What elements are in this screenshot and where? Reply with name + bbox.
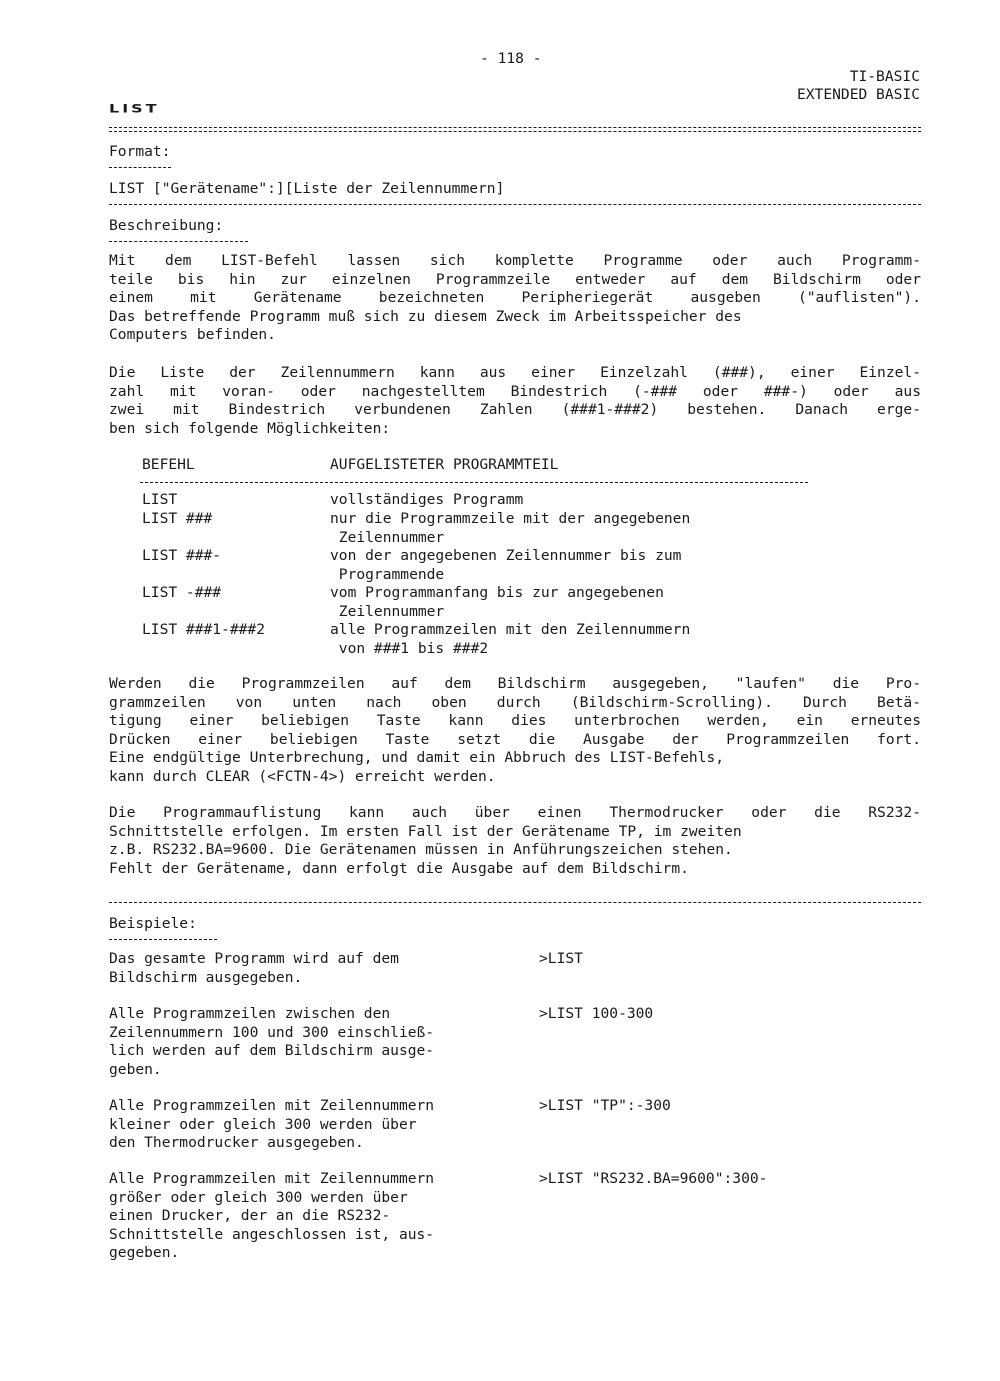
table-header-command: BEFEHL <box>142 456 195 473</box>
example-description <box>109 950 519 987</box>
table-row-command: LIST -### <box>142 584 222 601</box>
table-row-description <box>330 491 523 510</box>
text-line: nur die Programmzeile mit der angegebenen <box>330 510 691 527</box>
description-paragraph-4 <box>109 804 921 878</box>
table-row-description <box>330 547 681 584</box>
text-line: den Thermodrucker ausgegeben. <box>109 1134 364 1151</box>
description-paragraph-1 <box>109 252 921 345</box>
text-line: Das gesamte Programm wird auf dem <box>109 950 399 967</box>
description-paragraph-3 <box>109 675 921 786</box>
divider <box>109 902 921 903</box>
text-line: ben sich folgende Möglichkeiten: <box>109 419 391 437</box>
text-line: Zeilennummer <box>330 602 445 620</box>
text-line: zahl mit voran- oder nachgestelltem Bindestrich (-### oder ###-) oder aus <box>109 382 921 400</box>
text-line: Alle Programmzeilen zwischen den <box>109 1005 391 1022</box>
text-line: Alle Programmzeilen mit Zeilennummern <box>109 1170 435 1187</box>
text-line: grammzeilen von unten nach oben durch (Bildschirm-Scrolling). Durch Betä- <box>109 693 921 711</box>
text-line: Fehlt der Gerätename, dann erfolgt die Ausgabe auf dem Bildschirm. <box>109 859 689 877</box>
examples-heading-underline <box>109 939 217 940</box>
table-header-description: AUFGELISTETER PROGRAMMTEIL <box>330 456 559 473</box>
text-line: Zeilennummer <box>330 528 445 546</box>
example-description <box>109 1097 519 1153</box>
format-heading-underline <box>109 167 171 168</box>
table-divider <box>140 482 808 483</box>
text-line: zwei mit Bindestrich verbundenen Zahlen (###1-###2) bestehen. Danach erge- <box>109 401 921 418</box>
text-line: Werden die Programmzeilen auf dem Bildschirm ausgegeben, "laufen" die Pro- <box>109 675 921 692</box>
text-line: vollständiges Programm <box>330 491 524 508</box>
text-line: größer oder gleich 300 werden über <box>109 1188 408 1206</box>
text-line: geben. <box>109 1060 162 1078</box>
text-line: von ###1 bis ###2 <box>330 639 489 657</box>
example-description <box>109 1005 519 1079</box>
table-row-description <box>330 510 690 547</box>
text-line: Computers befinden. <box>109 326 276 343</box>
description-heading: Beschreibung: <box>109 217 224 234</box>
description-paragraph-2 <box>109 364 921 438</box>
table-row-description <box>330 621 690 658</box>
text-line: Drücken einer beliebigen Taste setzt die Ausgabe der Programmzeilen fort. <box>109 730 921 748</box>
text-line: Das betreffende Programm muß sich zu diesem Zweck im Arbeitsspeicher des <box>109 307 742 325</box>
example-description <box>109 1170 519 1263</box>
double-divider <box>109 127 921 132</box>
table-row-command: LIST ###- <box>142 547 222 564</box>
text-line: Schnittstelle angeschlossen ist, aus- <box>109 1225 435 1243</box>
system-label-1: TI-BASIC <box>849 68 920 85</box>
text-line: einem mit Gerätename bezeichneten Peripheriegerät ausgeben ("auflisten"). <box>109 289 921 306</box>
text-line: lich werden auf dem Bildschirm ausge- <box>109 1042 435 1059</box>
table-row-command: LIST ### <box>142 510 213 527</box>
text-line: Bildschirm ausgegeben. <box>109 968 303 986</box>
format-heading: Format: <box>109 143 171 160</box>
text-line: tigung einer beliebigen Taste kann dies unterbrochen werden, ein erneutes <box>109 712 921 729</box>
examples-heading: Beispiele: <box>109 915 197 932</box>
text-line: Die Liste der Zeilennummern kann aus einer Einzelzahl (###), einer Einzel- <box>109 364 921 381</box>
page-number: - 118 - <box>480 50 542 67</box>
example-code: >LIST "TP":-300 <box>539 1097 671 1114</box>
example-code: >LIST <box>539 950 583 967</box>
table-row-description <box>330 584 664 621</box>
text-line: alle Programmzeilen mit den Zeilennummern <box>330 621 691 638</box>
text-line: kleiner oder gleich 300 werden über <box>109 1115 417 1133</box>
text-line: Schnittstelle erfolgen. Im ersten Fall ist der Gerätename TP, im zweiten <box>109 822 742 840</box>
text-line: einen Drucker, der an die RS232- <box>109 1207 391 1224</box>
format-syntax: LIST ["Gerätename":][Liste der Zeilennummern] <box>109 180 505 197</box>
example-code: >LIST 100-300 <box>539 1005 654 1022</box>
text-line: teile bis hin zur einzelnen Programmzeile entweder auf dem Bildschirm oder <box>109 270 921 288</box>
system-label-2: EXTENDED BASIC <box>796 86 920 103</box>
text-line: Mit dem LIST-Befehl lassen sich komplette Programme oder auch Programm- <box>109 252 921 269</box>
description-heading-underline <box>109 241 248 242</box>
text-line: vom Programmanfang bis zur angegebenen <box>330 584 664 601</box>
table-row-command: LIST ###1-###2 <box>142 621 266 638</box>
text-line: kann durch CLEAR (<FCTN-4>) erreicht werden. <box>109 767 496 785</box>
table-row-command: LIST <box>142 491 178 508</box>
text-line: von der angegebenen Zeilennummer bis zum <box>330 547 682 564</box>
text-line: Eine endgültige Unterbrechung, und damit ein Abbruch des LIST-Befehls, <box>109 749 725 766</box>
text-line: Die Programmauflistung kann auch über einen Thermodrucker oder die RS232- <box>109 804 921 821</box>
text-line: gegeben. <box>109 1244 180 1261</box>
text-line: Zeilennummern 100 und 300 einschließ- <box>109 1023 435 1041</box>
text-line: Alle Programmzeilen mit Zeilennummern <box>109 1097 435 1114</box>
text-line: Programmende <box>330 565 445 583</box>
text-line: z.B. RS232.BA=9600. Die Gerätenamen müssen in Anführungszeichen stehen. <box>109 841 733 858</box>
divider <box>109 204 921 205</box>
example-code: >LIST "RS232.BA=9600":300- <box>539 1170 768 1187</box>
command-title: LIST <box>109 102 160 116</box>
